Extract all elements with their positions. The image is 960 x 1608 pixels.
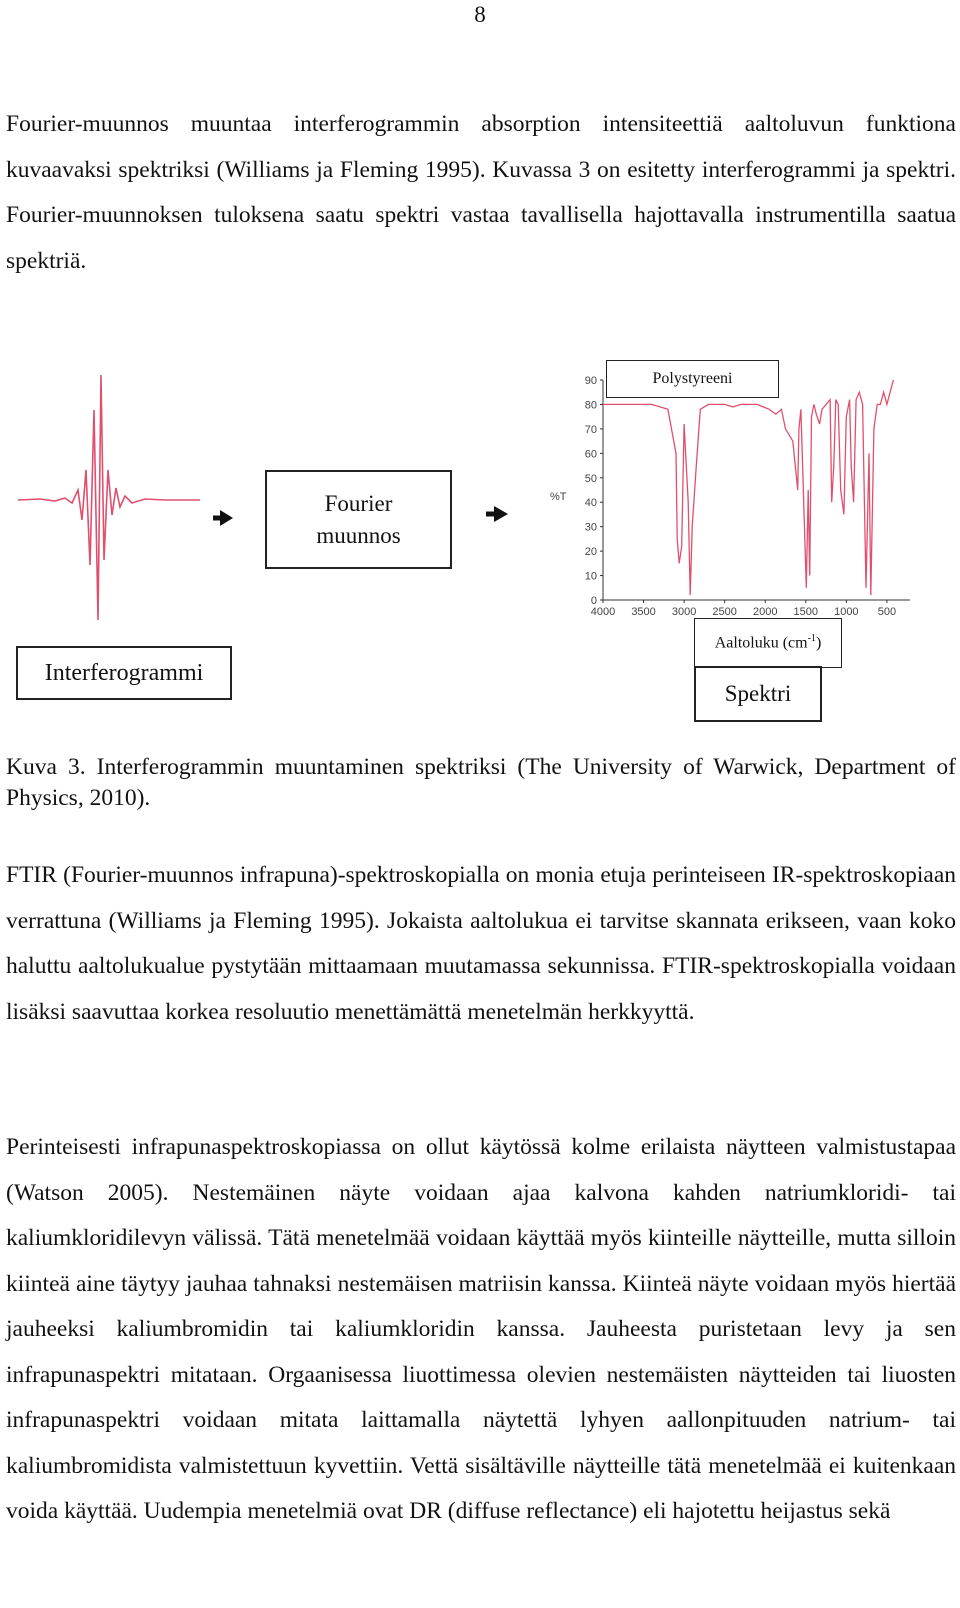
y-tick-label: 70 bbox=[584, 423, 597, 436]
y-axis-label: %T bbox=[550, 491, 567, 503]
interferogram-label-box bbox=[16, 646, 232, 700]
y-tick-label: 0 bbox=[590, 595, 597, 607]
y-tick-label: 90 bbox=[584, 375, 597, 387]
x-axis-label-sup: -1 bbox=[807, 633, 816, 645]
spectrum-title-box bbox=[606, 360, 779, 398]
y-tick-label: 40 bbox=[584, 497, 597, 510]
figure-caption: Kuva 3. Interferogrammin muuntaminen spektriksi (The University of Warwick, Department of Physics, 2010). bbox=[6, 754, 956, 811]
x-tick-label: 1500 bbox=[793, 606, 819, 618]
fourier-transform-box bbox=[265, 470, 452, 569]
y-tick-label: 20 bbox=[584, 546, 597, 559]
x-axis-label-box bbox=[694, 618, 842, 668]
spectrum-line bbox=[603, 380, 893, 595]
spectrum-label: Spektri bbox=[724, 681, 792, 706]
arrow-right-icon bbox=[486, 506, 508, 522]
y-tick-label: 10 bbox=[584, 570, 597, 583]
x-tick-label: 2500 bbox=[712, 606, 737, 618]
y-tick-label: 50 bbox=[584, 472, 597, 485]
x-tick-label: 1000 bbox=[834, 606, 859, 618]
figure-interferogram-to-spectrum bbox=[0, 350, 960, 750]
paragraph-sample-prep: Perinteisesti infrapunaspektroskopiassa on ollut käytössä kolme erilaista näytteen valmistustapaa (Watson 2005). Nestemäinen näyte voidaan ajaa kalvona kahden natriumkloridi- tai kaliumkloridilevyn välissä. Tätä menetelmää voidaan käyttää myös kiinteille näytteille, mutta silloin kiinteä aine täytyy jauhaa tahnaksi nestemäisen matriisin kanssa. Kiinteä näyte voidaan myös hiertää jauheeksi kaliumbromidin tai kaliumkloridin kanssa. Jauheesta puristetaan levy ja sen infrapunaspektri mitataan. Orgaanisessa liuottimessa olevien nestemäisten näytteiden tai liuosten infrapunaspektri voidaan mitata laittamalla näytettä lyhyen aallonpituuden natrium- tai kaliumbromidista valmistettuun kyvettiin. Vettä sisältäville näytteille tätä menetelmää ei kuitenkaan voida käyttää. Uudempia menetelmiä ovat DR (diffuse reflectance) eli hajotettu heijastus sekä bbox=[6, 1134, 956, 1524]
spectrum-y-ticks bbox=[585, 375, 603, 607]
x-tick-label: 2000 bbox=[752, 606, 778, 618]
paragraph-intro: Fourier-muunnos muuntaa interferogrammin absorption intensiteettiä aaltoluvun funktiona kuvaavaksi spektriksi (Williams ja Fleming 1995). Kuvassa 3 on esitetty interferogrammi ja spektri. Fourier-muunnoksen tuloksena saatu spektri vastaa tavallisella hajottavalla instrumentilla saatua spektriä. bbox=[6, 111, 956, 274]
arrow-right-icon bbox=[213, 510, 233, 526]
fourier-box-line2: muunnos bbox=[316, 522, 401, 548]
x-tick-label: 500 bbox=[877, 606, 897, 618]
spectrum-title: Polystyreeni bbox=[652, 370, 733, 387]
y-tick-label: 60 bbox=[584, 448, 597, 461]
interferogram-label: Interferogrammi bbox=[44, 659, 204, 686]
x-axis-label bbox=[715, 633, 822, 652]
x-axis-label-main: Aaltoluku (cm bbox=[714, 634, 808, 652]
interferogram-curve bbox=[18, 375, 200, 620]
x-tick-label: 4000 bbox=[590, 606, 616, 618]
y-tick-label: 30 bbox=[584, 521, 597, 534]
paragraph-ftir: FTIR (Fourier-muunnos infrapuna)-spektroskopialla on monia etuja perinteiseen IR-spektroskopiaan verrattuna (Williams ja Fleming 1995). Jokaista aaltolukua ei tarvitse skannata erikseen, vaan koko haluttu aaltolukualue pystytään mittaamaan muutamassa sekunnissa. FTIR-spektroskopialla voidaan lisäksi saavuttaa korkea resoluutio menettämättä menetelmän herkkyyttä. bbox=[6, 862, 956, 1025]
x-tick-label: 3000 bbox=[671, 606, 697, 618]
spectrum-label-box bbox=[694, 666, 822, 722]
spectrum-x-ticks bbox=[591, 600, 896, 618]
y-tick-label: 80 bbox=[584, 399, 597, 412]
x-tick-label: 3500 bbox=[631, 606, 656, 618]
x-axis-label-end: ) bbox=[815, 634, 822, 652]
fourier-box-line1: Fourier bbox=[324, 490, 393, 516]
page-number: 8 bbox=[474, 2, 486, 27]
